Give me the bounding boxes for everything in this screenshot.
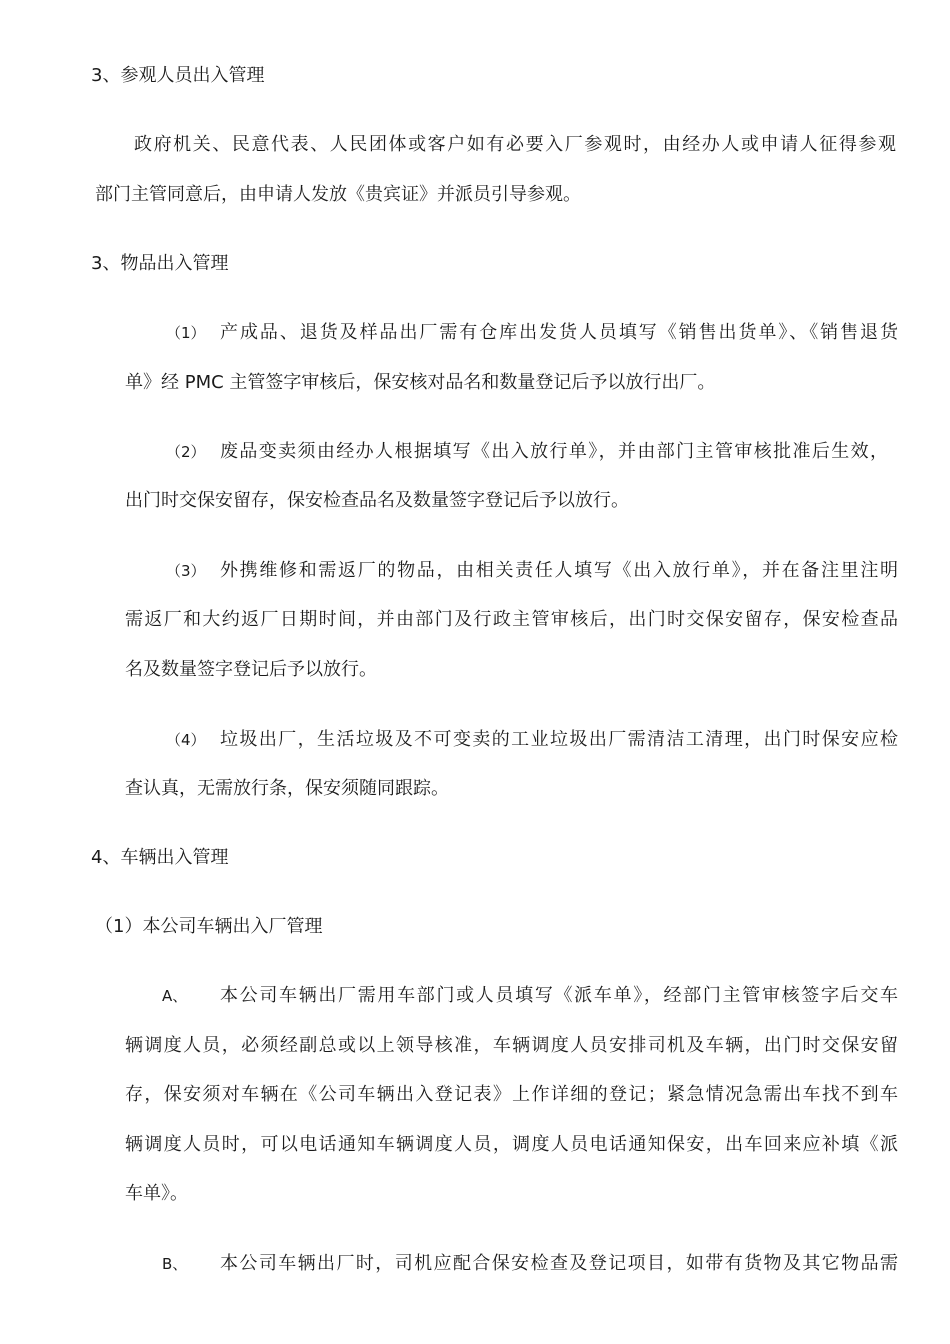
section-heading-goods: 3、物品出入管理 — [91, 253, 229, 274]
list-item-line: 本公司车辆出厂需用车部门或人员填写《派车单》，经部门主管审核签字后交车 — [220, 985, 898, 1006]
list-marker: （3） — [166, 562, 206, 580]
list-item-line: 需返厂和大约返厂日期时间，并由部门及行政主管审核后，出门时交保安留存，保安检查品 — [125, 609, 898, 630]
list-item-line: 垃圾出厂，生活垃圾及不可变卖的工业垃圾出厂需清洁工清理，出门时保安应检 — [220, 729, 898, 750]
list-item-line: 查认真，无需放行条，保安须随同跟踪。 — [125, 778, 449, 799]
list-item-line: 外携维修和需返厂的物品，由相关责任人填写《出入放行单》，并在备注里注明 — [220, 560, 898, 581]
list-item-line: 辆调度人员时，可以电话通知车辆调度人员，调度人员电话通知保安，出车回来应补填《派 — [125, 1134, 898, 1155]
list-item-line: 辆调度人员，必须经副总或以上领导核准，车辆调度人员安排司机及车辆，出门时交保安留 — [125, 1035, 898, 1056]
paragraph-line: 政府机关、民意代表、人民团体或客户如有必要入厂参观时，由经办人或申请人征得参观 — [134, 134, 896, 155]
section-heading-vehicles: 4、车辆出入管理 — [91, 847, 229, 868]
list-item-line: 单》经 PMC 主管签字审核后，保安核对品名和数量登记后予以放行出厂。 — [125, 372, 716, 393]
list-item-line: 车单》。 — [125, 1183, 188, 1204]
list-marker: （4） — [166, 731, 206, 749]
list-item-line: 废品变卖须由经办人根据填写《出入放行单》，并由部门主管审核批准后生效， — [220, 441, 888, 462]
list-item-line: 本公司车辆出厂时，司机应配合保安检查及登记项目，如带有货物及其它物品需 — [220, 1253, 898, 1274]
list-item-line: 存，保安须对车辆在《公司车辆出入登记表》上作详细的登记；紧急情况急需出车找不到车 — [125, 1084, 898, 1105]
list-item-line: 名及数量签字登记后予以放行。 — [125, 659, 377, 680]
list-item-line: 出门时交保安留存，保安检查品名及数量签字登记后予以放行。 — [125, 490, 629, 511]
list-marker: B、 — [162, 1255, 188, 1273]
list-marker: A、 — [162, 987, 188, 1005]
paragraph-line: 部门主管同意后，由申请人发放《贵宾证》并派员引导参观。 — [95, 184, 581, 205]
subsection-heading: （1）本公司车辆出入厂管理 — [95, 916, 323, 937]
section-heading-visitors: 3、参观人员出入管理 — [91, 65, 265, 86]
list-item-line: 产成品、退货及样品出厂需有仓库出发货人员填写《销售出货单》、《销售退货 — [220, 322, 898, 343]
list-marker: （2） — [166, 443, 206, 461]
list-marker: （1） — [166, 324, 206, 342]
